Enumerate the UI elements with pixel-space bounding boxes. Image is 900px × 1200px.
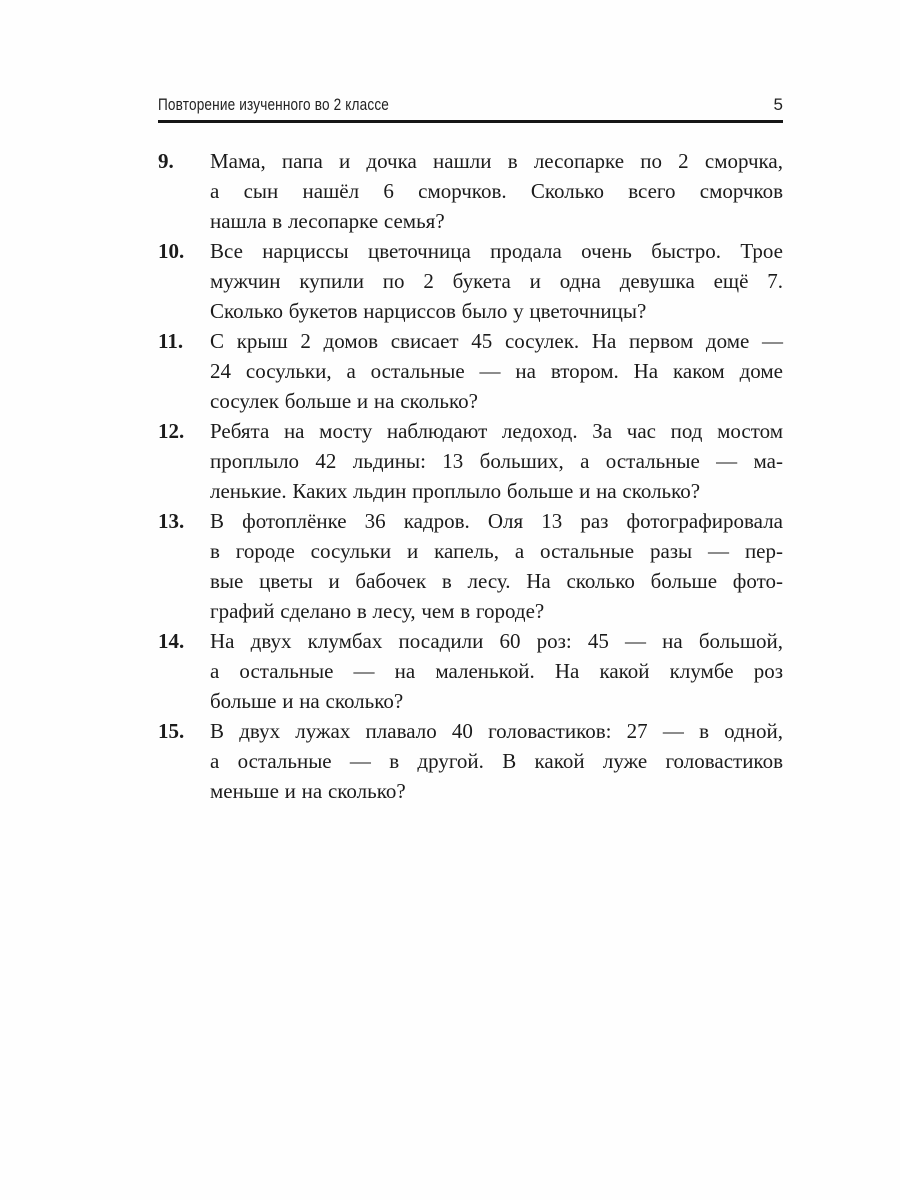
problem-line: С крыш 2 домов свисает 45 сосулек. На первом доме —: [210, 329, 783, 353]
problem-line: сосулек больше и на сколько?: [210, 389, 478, 413]
problem-number: 9.: [158, 149, 174, 173]
problem-text: [210, 626, 783, 716]
problem-number: 10.: [158, 239, 185, 263]
problem-text: [210, 236, 783, 326]
problem-line: мужчин купили по 2 букета и одна девушка ещё 7.: [210, 269, 783, 293]
problem-line: На двух клумбах посадили 60 роз: 45 — на большой,: [210, 629, 783, 653]
problem-text: [210, 506, 783, 626]
page-header: [158, 95, 783, 119]
problem-line: Сколько букетов нарциссов было у цветочницы?: [210, 299, 647, 323]
problem-item-9: [158, 146, 783, 236]
problem-line: меньше и на сколько?: [210, 779, 406, 803]
problem-text: [210, 146, 783, 236]
problem-number: 13.: [158, 509, 185, 533]
problem-line: 24 сосульки, а остальные — на втором. На каком доме: [210, 359, 783, 383]
page-number: 5: [773, 95, 783, 114]
problem-list: [158, 146, 783, 806]
problem-line: в городе сосульки и капель, а остальные разы — пер-: [210, 539, 783, 563]
problem-text: [210, 716, 783, 806]
problem-item-10: [158, 236, 783, 326]
problem-line: а сын нашёл 6 сморчков. Сколько всего сморчков: [210, 179, 783, 203]
running-head-title: Повторение изученного во 2 классе: [158, 95, 390, 114]
problem-number: 12.: [158, 419, 185, 443]
problem-line: вые цветы и бабочек в лесу. На сколько больше фото-: [210, 569, 783, 593]
problem-item-13: [158, 506, 783, 626]
header-rule: [158, 120, 783, 123]
problem-line: а остальные — на маленькой. На какой клумбе роз: [210, 659, 783, 683]
problem-line: Мама, папа и дочка нашли в лесопарке по 2 сморчка,: [210, 149, 783, 173]
problem-line: больше и на сколько?: [210, 689, 404, 713]
problem-number: 11.: [158, 329, 184, 353]
problem-item-12: [158, 416, 783, 506]
problem-text: [210, 416, 783, 506]
problem-line: а остальные — в другой. В какой луже головастиков: [210, 749, 783, 773]
problem-text: [210, 326, 783, 416]
problem-number: 15.: [158, 719, 185, 743]
problem-line: нашла в лесопарке семья?: [210, 209, 445, 233]
problem-number: 14.: [158, 629, 185, 653]
problem-line: ленькие. Каких льдин проплыло больше и на сколько?: [210, 479, 701, 503]
problem-line: В фотоплёнке 36 кадров. Оля 13 раз фотографировала: [210, 509, 783, 533]
problem-line: Все нарциссы цветочница продала очень быстро. Трое: [210, 239, 783, 263]
problem-line: графий сделано в лесу, чем в городе?: [210, 599, 545, 623]
problem-line: проплыло 42 льдины: 13 больших, а остальные — ма-: [210, 449, 783, 473]
problem-item-15: [158, 716, 783, 806]
problem-line: Ребята на мосту наблюдают ледоход. За час под мостом: [210, 419, 783, 443]
problem-line: В двух лужах плавало 40 головастиков: 27 — в одной,: [210, 719, 783, 743]
problem-item-14: [158, 626, 783, 716]
problem-item-11: [158, 326, 783, 416]
